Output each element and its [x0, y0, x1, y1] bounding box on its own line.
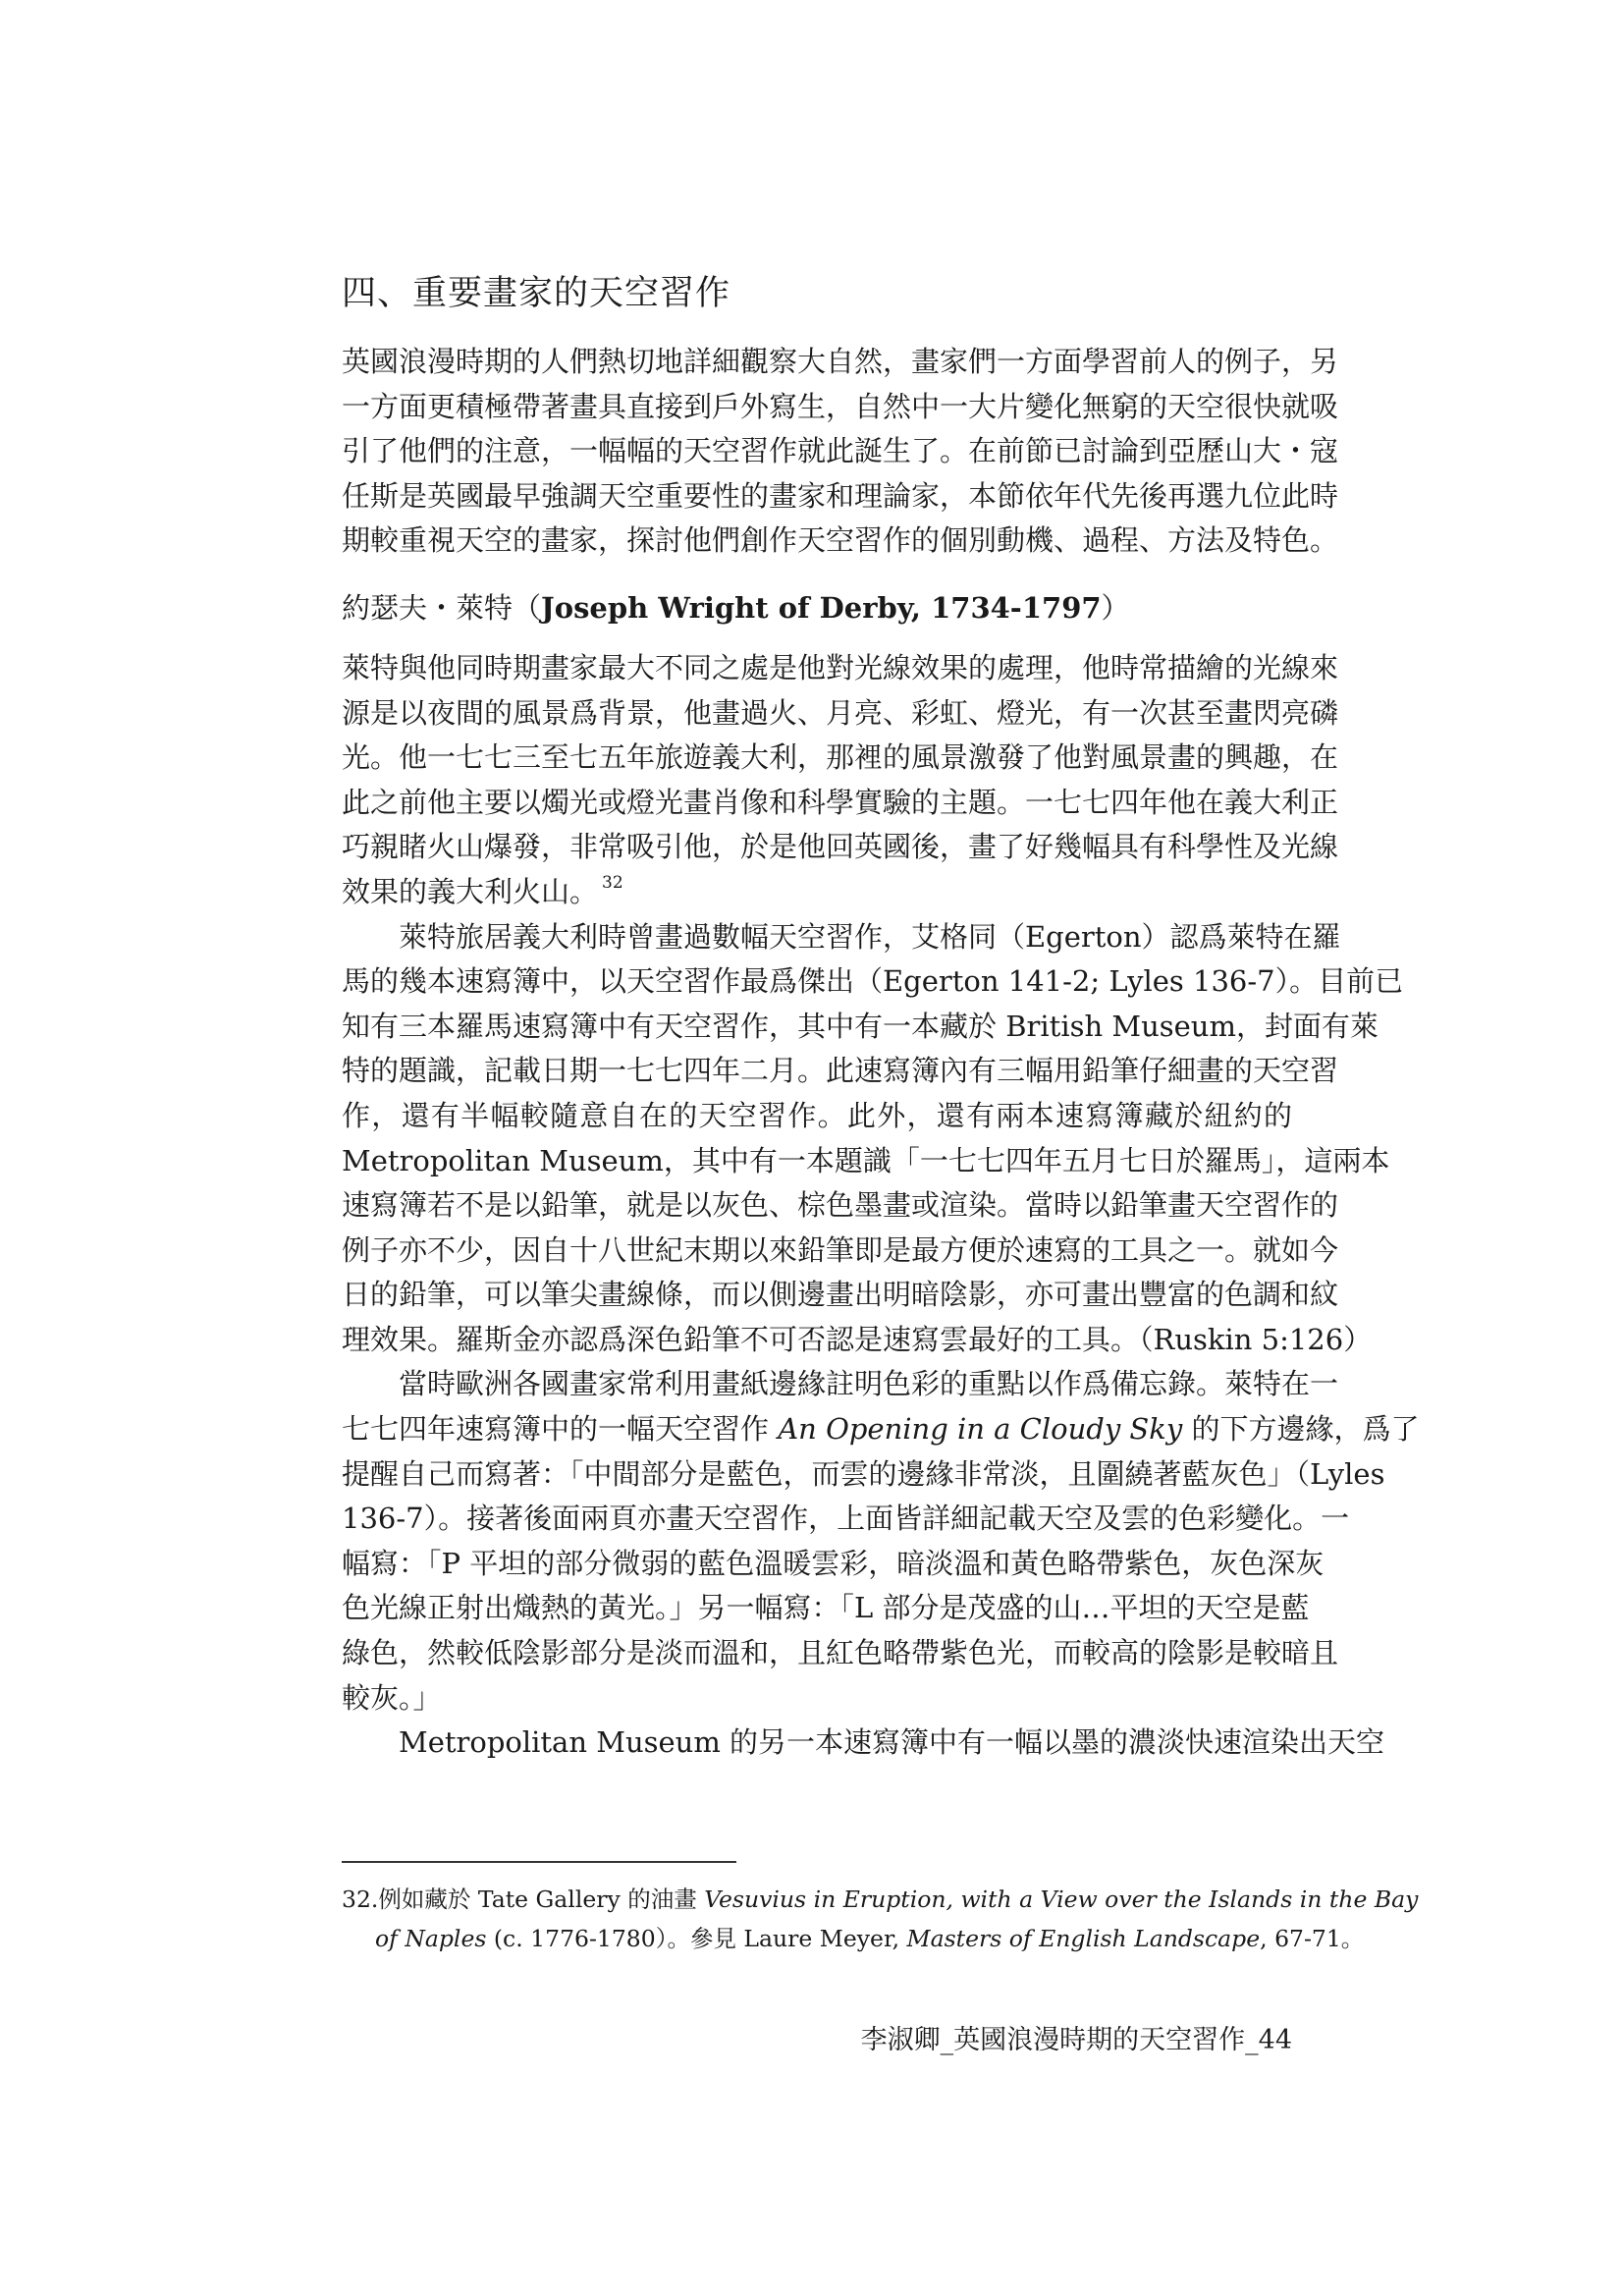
intro-paragraph: [342, 340, 1339, 564]
text-fragment: (c. 1776-1780）。參見 Laure Meyer,: [486, 1925, 907, 1952]
running-footer: 李淑卿_英國浪漫時期的天空習作_44: [860, 2025, 1292, 2055]
body-paragraph-3: [342, 1362, 1420, 1721]
text-line: 知有三本羅馬速寫簿中有天空習作，其中有一本藏於 British Museum，封面有萊: [342, 1009, 1379, 1043]
text-line: 色光線正射出熾熱的黃光。」另一幅寫：「L 部分是茂盛的山…平坦的天空是藍: [342, 1591, 1310, 1625]
text-line: Metropolitan Museum 的另一本速寫簿中有一幅以墨的濃淡快速渲染出天空: [399, 1725, 1385, 1760]
text-line: 一方面更積極帶著畫具直接到戶外寫生，自然中一大片變化無窮的天空很快就吸: [342, 389, 1339, 423]
text-fragment: 效果的義大利火山。: [342, 874, 599, 908]
text-line: 巧親睹火山爆發，非常吸引他，於是他回英國後，畫了好幾幅具有科學性及光線: [342, 830, 1339, 864]
text-line: 英國浪漫時期的人們熱切地詳細觀察大自然，畫家們一方面學習前人的例子，另: [342, 345, 1339, 378]
artist-heading: [342, 585, 1292, 630]
artwork-title: Vesuvius in Eruption, with a View over the Islands in the Bay: [704, 1886, 1419, 1913]
text-line: 日的鉛筆，可以筆尖畫線條，而以側邊畫出明暗陰影，亦可畫出豐富的色調和紋: [342, 1278, 1339, 1312]
text-line: 特的題識，記載日期一七七四年二月。此速寫簿內有三幅用鉛筆仔細畫的天空習: [342, 1054, 1339, 1088]
footnote-number: 32.: [342, 1886, 379, 1913]
body-paragraph-4: [342, 1721, 1385, 1766]
text-fragment: 例如藏於 Tate Gallery 的油畫: [378, 1886, 705, 1913]
text-line: 任斯是英國最早強調天空重要性的畫家和理論家，本節依年代先後再選九位此時: [342, 478, 1339, 513]
text-line: 馬的幾本速寫簿中，以天空習作最爲傑出（Egerton 141-2; Lyles 136-7）。目前已: [342, 964, 1404, 999]
text-line: 理效果。羅斯金亦認爲深色鉛筆不可否認是速寫雲最好的工具。（Ruskin 5:126）: [342, 1322, 1373, 1356]
text-line: 綠色，然較低陰影部分是淡而溫和，且紅色略帶紫色光，而較高的陰影是較暗且: [342, 1636, 1339, 1670]
footnote: [342, 1880, 1419, 1958]
artist-paren-open: （: [513, 590, 542, 625]
main-content: [342, 265, 1420, 1766]
text-line: 幅寫：「P 平坦的部分微弱的藍色溫暖雲彩，暗淡溫和黃色略帶紫色，灰色深灰: [342, 1546, 1325, 1580]
text-line: 萊特旅居義大利時曾畫過數幅天空習作，艾格同（Egerton）認爲萊特在羅: [399, 919, 1341, 954]
text-line: 較灰。」: [342, 1680, 442, 1715]
text-line: [342, 1407, 1420, 1452]
body-paragraph-1: [342, 646, 1339, 915]
text-line: 作，還有半幅較隨意自在的天空習作。此外，還有兩本速寫簿藏於紐約的: [342, 1098, 1292, 1132]
section-heading: 四、重要畫家的天空習作: [342, 274, 731, 313]
text-line: 136-7）。接著後面兩頁亦畫天空習作，上面皆詳細記載天空及雲的色彩變化。一: [342, 1502, 1350, 1536]
text-fragment: 的下方邊緣，爲了: [1182, 1412, 1420, 1447]
text-line: 提醒自己而寫著：「中間部分是藍色，而雲的邊緣非常淡，且圍繞著藍灰色」（Lyles: [342, 1456, 1385, 1491]
text-line: Metropolitan Museum，其中有一本題識「一七七四年五月七日於羅馬」，這兩本: [342, 1143, 1390, 1177]
text-line: 當時歐洲各國畫家常利用畫紙邊緣註明色彩的重點以作爲備忘錄。萊特在一: [399, 1367, 1339, 1401]
text-line: 源是以夜間的風景爲背景，他畫過火、月亮、彩虹、燈光，有一次甚至畫閃亮磷: [342, 695, 1339, 730]
footnote-reference[interactable]: 32: [602, 872, 623, 893]
artwork-title: of Naples: [375, 1925, 487, 1952]
book-title: Masters of English Landscape: [906, 1925, 1261, 1952]
text-fragment: 七七四年速寫簿中的一幅天空習作: [342, 1412, 779, 1447]
artist-name-en: Joseph Wright of Derby, 1734-1797: [541, 590, 1102, 625]
text-fragment: , 67-71。: [1260, 1925, 1365, 1952]
body-paragraph-2: [342, 915, 1404, 1363]
text-line: 引了他們的注意，一幅幅的天空習作就此誕生了。在前節已討論到亞歷山大・寇: [342, 434, 1339, 468]
text-line: 例子亦不少，因自十八世紀末期以來鉛筆即是最方便於速寫的工具之一。就如今: [342, 1232, 1339, 1267]
text-line: 期較重視天空的畫家，探討他們創作天空習作的個別動機、過程、方法及特色。: [342, 523, 1339, 558]
text-line: 此之前他主要以燭光或燈光畫肖像和科學實驗的主題。一七七四年他在義大利正: [342, 785, 1339, 819]
text-line: 萊特與他同時期畫家最大不同之處是他對光線效果的處理，他時常描繪的光線來: [342, 650, 1339, 684]
artist-name-zh: 約瑟夫・萊特: [342, 590, 514, 625]
text-line: [342, 870, 1292, 915]
artwork-title: An Opening in a Cloudy Sky: [778, 1412, 1183, 1447]
text-line: 光。他一七七三至七五年旅遊義大利，那裡的風景激發了他對風景畫的興趣，在: [342, 740, 1339, 775]
text-line: 速寫簿若不是以鉛筆，就是以灰色、棕色墨畫或渲染。當時以鉛筆畫天空習作的: [342, 1188, 1339, 1223]
footnote-divider: [342, 1861, 736, 1863]
footnote-line: [342, 1919, 1365, 1958]
artist-paren-close: ）: [1101, 590, 1130, 625]
footnote-line: [342, 1880, 1419, 1919]
